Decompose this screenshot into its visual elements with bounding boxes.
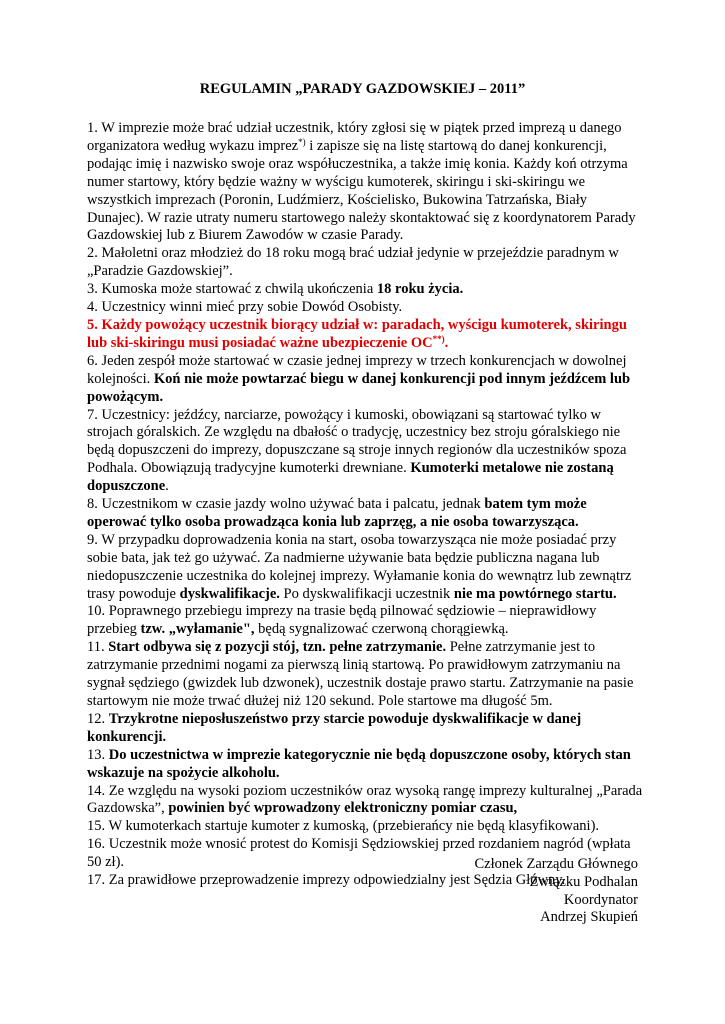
rule-text: 12. [87, 710, 109, 727]
rule-text: 13. [87, 746, 109, 763]
rule-text: tzw. „wyłamanie", [140, 621, 255, 638]
rule-text: Do uczestnictwa w imprezie kategorycznie nie będą dopuszczone osoby, których stan wskazuje na spożycie alkoholu. [87, 746, 631, 781]
rule-text: Trzykrotne nieposłuszeństwo przy starcie powoduje dyskwalifikacje w danej konkurencji. [87, 710, 582, 745]
rule-text: 15. W kumoterkach startuje kumoter z kumoską, (przebierańcy nie będą klasyfikowani). [87, 818, 600, 835]
rule-item [87, 281, 647, 299]
rule-text: 17. Za prawidłowe przeprowadzenie imprezy odpowiedzialny jest Sędzia Główny. [87, 872, 566, 889]
rule-text: nie ma powtórnego startu. [453, 585, 617, 602]
rule-text: Pełne zatrzymanie jest to zatrzymanie przednimi nogami za pierwszą linią startową. Po prawidłowym zatrzymaniu na sygnał sędziego (gwizdek lub dzwonek), uczestnik dostaje prawo startu. Zatrzymanie na pasie startowym nie może trwać dłużej niż 120 sekund. Pole startowe ma długość 5m. [87, 639, 634, 709]
rule-text: Każdy powożący uczestnik biorący udział w: paradach, wyścigu kumoterek, skiringu lub ski-skiringu musi posiadać ważne ubezpieczenie OC [87, 316, 627, 351]
rule-text: 7. Uczestnicy: jeźdźcy, narciarze, powożący i kumoski, obowiązani są startować tylko w strojach góralskich. Ze względu na dbałość o tradycję, uczestnicy bez stroju góralskiego nie będą dopuszczeni do imprezy, dopuszczane są stroje innych regionów dla uczestników spoza Podhala. Obowiązują tradycyjne kumoterki drewniane. [87, 406, 627, 477]
rule-text: Koń nie może powtarzać biegu w danej konkurencji pod innym jeźdźcem lub powożącym. [87, 370, 631, 405]
rule-text: będą sygnalizować czerwoną chorągiewką. [254, 621, 509, 638]
rule-text: . [444, 334, 449, 351]
rule-text: . [165, 478, 169, 495]
rule-item [87, 747, 647, 783]
rule-text: Kumoterki metalowe nie zostaną dopuszczone [87, 460, 614, 495]
rules-list [87, 120, 647, 890]
rule-item [87, 603, 647, 639]
signature-line-organization: Związku Podhalan [529, 873, 638, 890]
rule-item [87, 783, 647, 819]
rule-text: 11. [87, 639, 109, 656]
rule-item [87, 317, 647, 353]
rule-text: 8. Uczestnikom w czasie jazdy wolno używać bata i palcatu, jednak [87, 496, 485, 513]
footnote-marker: *) [298, 136, 306, 147]
rule-text: 10. Poprawnego przebiegu imprezy na trasie będą pilnować sędziowie – nieprawidłowy przebieg [87, 603, 597, 638]
rule-text: i zapisze się na listę startową do danej konkurencji, podając imię i nazwisko swoje oraz współuczestnika, a także imię konia. Każdy koń otrzyma numer startowy, który będzie ważny w wyścigu kumoterek, skiringu i ski-skiringu we wszystkich imprezach (Poronin, Ludźmierz, Kościelisko, Bukowina Tatrzańska, Biały Dunajec). W razie utraty numeru startowego należy skontaktować się z koordynatorem Parady Gazdowskiej lub z Biurem Zawodów w czasie Parady. [87, 137, 636, 244]
rule-item [87, 711, 647, 747]
rule-text: dyskwalifikacje. [179, 585, 280, 602]
rule-text: Po dyskwalifikacji uczestnik [279, 585, 454, 602]
rule-text: powinien być wprowadzony elektroniczny pomiar czasu, [168, 800, 518, 817]
rule-item [87, 299, 647, 317]
rule-text: 6. Jeden zespół może startować w czasie jednej imprezy w trzech konkurencjach w dowolnej kolejności. [87, 352, 627, 387]
rule-item [87, 407, 647, 497]
rule-text: 2. Małoletni oraz młodzież do 18 roku mogą brać udział jedynie w przejeździe paradnym w „Paradzie Gazdowskiej”. [87, 245, 619, 280]
rule-text: 1. W imprezie może brać udział uczestnik, który zgłosi się w piątek przed imprezą u danego organizatora według wykazu imprez [87, 120, 622, 154]
signature-line-role: Koordynator [563, 891, 638, 908]
document-title: REGULAMIN „PARADY GAZDOWSKIEJ – 2011” [199, 81, 526, 97]
rule-item [87, 818, 647, 836]
rule-text: 14. Ze względu na wysoki poziom uczestników oraz wysoką rangę imprezy kulturalnej „Parada Gazdowska”, [87, 782, 643, 817]
rule-text: 18 roku życia. [376, 281, 464, 298]
rule-text: 9. W przypadku doprowadzenia konia na start, osoba towarzysząca nie może posiadać przy sobie bata, jak też go używać. Za nadmierne używanie bata będzie publiczna nagana lub niedopuszczenie uczestnika do kolejnej imprezy. Wyłamanie konia do wewnątrz lub zewnątrz trasy powoduje [87, 531, 632, 602]
rule-item [87, 353, 647, 407]
rule-text: 4. Uczestnicy winni mieć przy sobie Dowód Osobisty. [87, 299, 403, 316]
rule-text: batem tym może operować tylko osoba prowadząca konia lub zaprzęg, a nie osoba towarzysząca. [87, 496, 587, 530]
rule-text: Start odbywa się z pozycji stój, tzn. pełne zatrzymanie. [108, 639, 447, 656]
signature-line-position: Członek Zarządu Głównego [474, 856, 638, 872]
rule-item [87, 496, 647, 532]
signature-line-name: Andrzej Skupień [540, 909, 638, 926]
rule-text: 16. Uczestnik może wnosić protest do Komisji Sędziowskiej przed rozdaniem nagród (wpłata 50 zł). [87, 836, 631, 871]
rule-item [87, 245, 647, 281]
footnote-marker: **) [432, 333, 445, 344]
signature-block [400, 856, 638, 927]
rule-text: 5. [87, 316, 102, 333]
rule-text: 3. Kumoska może startować z chwilą ukończenia [87, 281, 377, 298]
rule-item [87, 120, 647, 245]
rule-item [87, 532, 647, 604]
rule-item [87, 639, 647, 711]
